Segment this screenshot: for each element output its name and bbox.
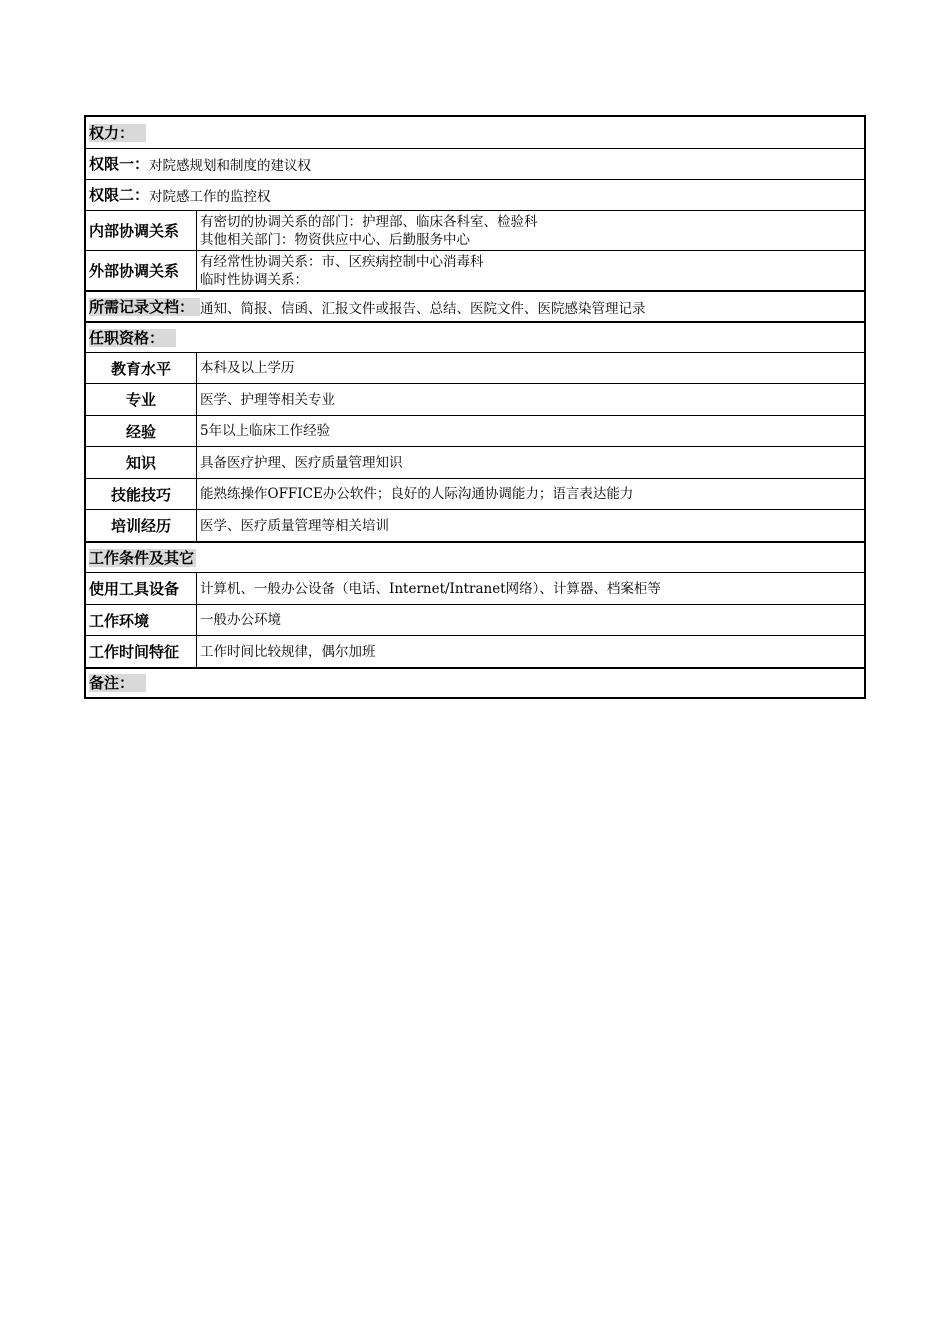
qualifications-header: 任职资格： xyxy=(89,329,176,347)
qualification-value: 能熟练操作OFFICE办公软件；良好的人际沟通协调能力；语言表达能力 xyxy=(200,486,634,502)
notes-row xyxy=(86,667,864,697)
condition-row xyxy=(86,572,864,604)
qualification-label: 知识 xyxy=(86,447,197,478)
condition-label: 工作环境 xyxy=(86,605,197,635)
condition-label: 工作时间特征 xyxy=(86,636,197,667)
external-coordination-label: 外部协调关系 xyxy=(86,251,197,290)
qualification-label: 专业 xyxy=(86,384,197,415)
records-label: 所需记录文档： xyxy=(89,298,200,316)
internal-coordination-line1: 有密切的协调关系的部门：护理部、临床各科室、检验科 xyxy=(200,213,538,230)
internal-coordination-line2: 其他相关部门：物资供应中心、后勤服务中心 xyxy=(200,231,470,248)
qualification-label: 教育水平 xyxy=(86,353,197,383)
authority1-text: 对院感规划和制度的建议权 xyxy=(149,158,312,174)
authority2-label: 权限二： xyxy=(89,186,150,204)
qualification-row xyxy=(86,352,864,383)
conditions-header-row xyxy=(86,541,864,572)
qualification-row xyxy=(86,415,864,446)
external-coordination-line2: 临时性协调关系： xyxy=(200,271,308,288)
qualifications-header-row xyxy=(86,321,864,352)
power-header-row xyxy=(86,117,864,148)
records-text: 通知、简报、信函、汇报文件或报告、总结、医院文件、医院感染管理记录 xyxy=(200,300,646,317)
qualification-value: 5年以上临床工作经验 xyxy=(200,423,331,439)
condition-value: 计算机、一般办公设备（电话、Internet/Intranet网络）、计算器、档案柜等 xyxy=(200,580,661,597)
notes-label: 备注： xyxy=(89,674,146,692)
condition-value: 一般办公环境 xyxy=(200,612,281,628)
qualification-value: 具备医疗护理、医疗质量管理知识 xyxy=(200,454,403,471)
qualification-value: 医学、护理等相关专业 xyxy=(200,391,335,408)
qualification-row xyxy=(86,478,864,509)
external-coordination-line1: 有经常性协调关系：市、区疾病控制中心消毒科 xyxy=(200,253,484,270)
qualification-label: 经验 xyxy=(86,416,197,446)
records-row xyxy=(86,290,864,321)
qualification-value: 医学、医疗质量管理等相关培训 xyxy=(200,517,389,534)
qualification-row xyxy=(86,383,864,415)
qualification-row xyxy=(86,446,864,478)
condition-row xyxy=(86,635,864,667)
authority2-row xyxy=(86,179,864,210)
qualification-value: 本科及以上学历 xyxy=(200,360,295,376)
conditions-header: 工作条件及其它 xyxy=(89,548,195,567)
internal-coordination-row xyxy=(86,210,864,250)
condition-row xyxy=(86,604,864,635)
qualification-row xyxy=(86,509,864,541)
authority1-row xyxy=(86,148,864,179)
authority2-text: 对院感工作的监控权 xyxy=(149,189,271,205)
authority1-label: 权限一： xyxy=(89,155,150,173)
qualification-label: 培训经历 xyxy=(86,510,197,541)
qualification-label: 技能技巧 xyxy=(86,479,197,509)
job-description-table xyxy=(84,115,866,699)
condition-value: 工作时间比较规律，偶尔加班 xyxy=(200,643,376,660)
internal-coordination-label: 内部协调关系 xyxy=(86,211,197,250)
external-coordination-row xyxy=(86,250,864,290)
condition-label: 使用工具设备 xyxy=(86,573,197,604)
power-header: 权力： xyxy=(89,124,146,142)
